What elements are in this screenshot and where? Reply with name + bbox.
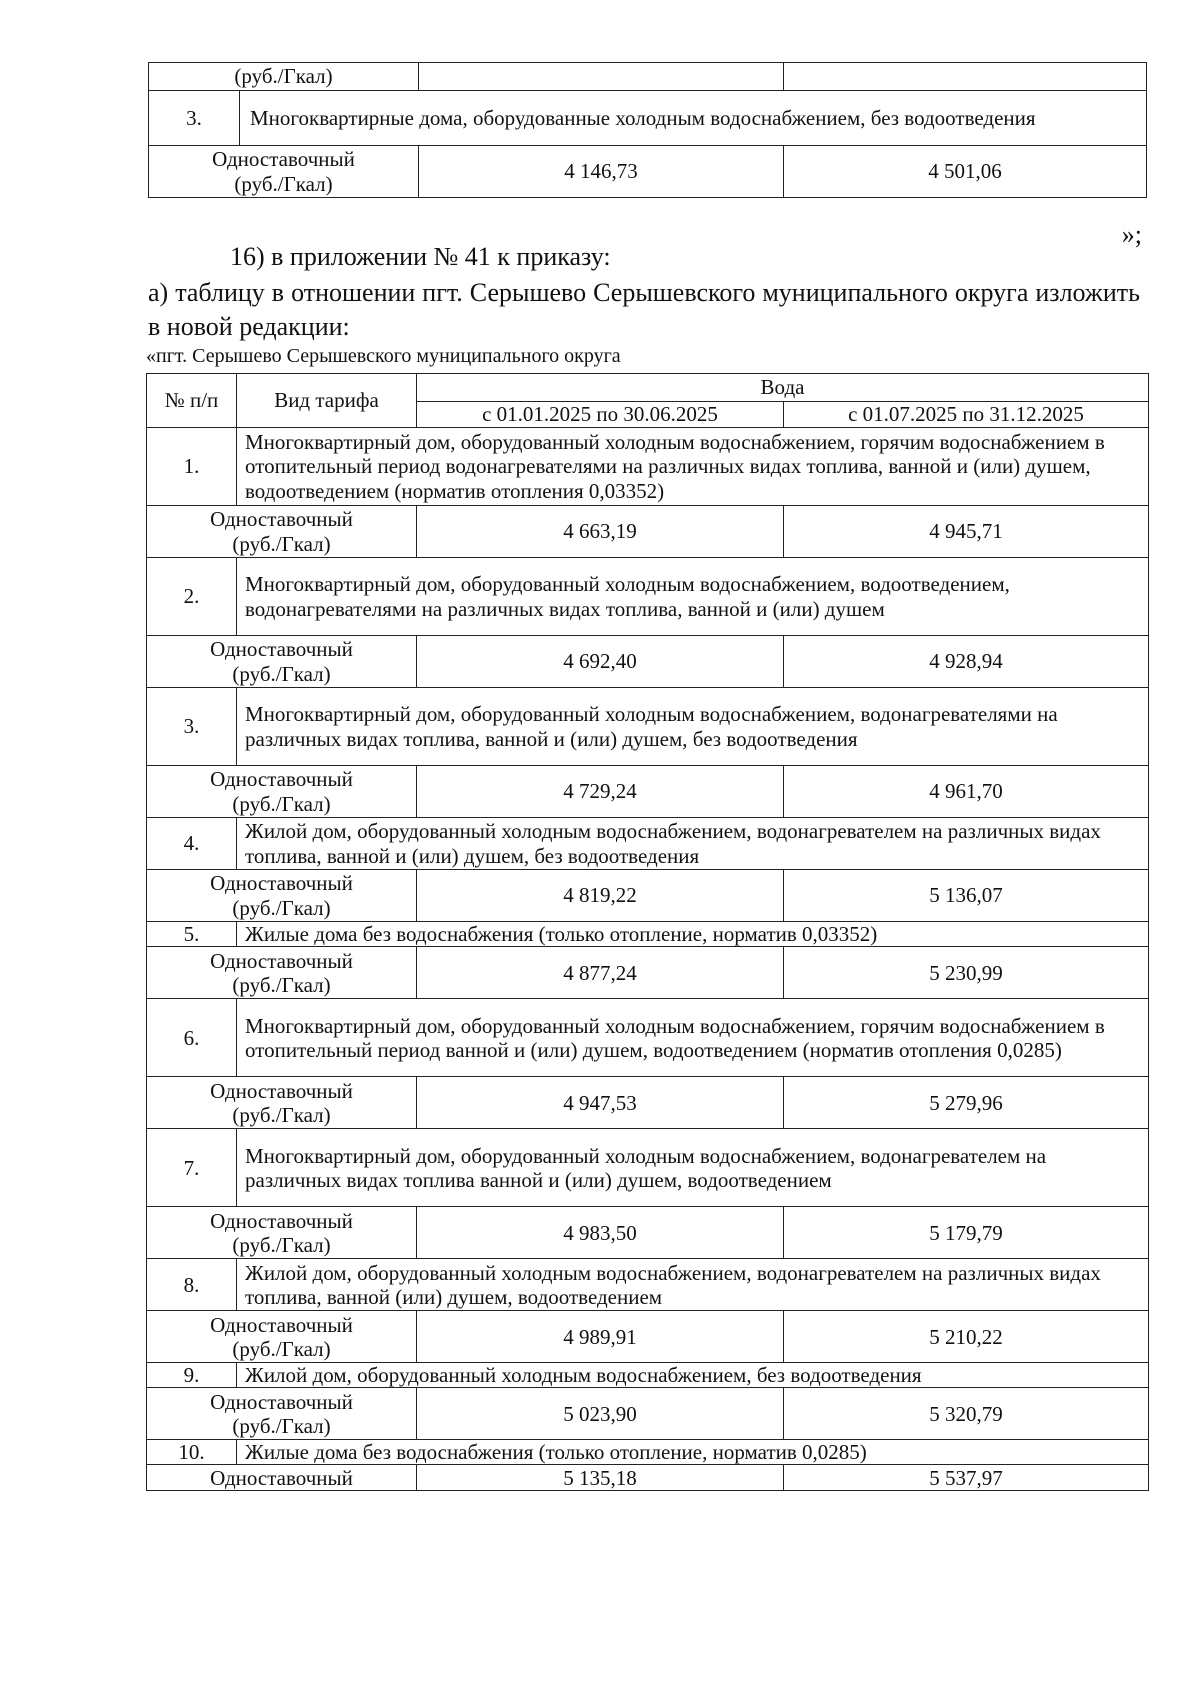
closing-quote: »; bbox=[1121, 220, 1142, 249]
table-row bbox=[147, 1077, 1149, 1129]
tariff-type-cell bbox=[147, 636, 417, 688]
value-period1: 4 146,73 bbox=[419, 146, 784, 198]
value-period2: 4 928,94 bbox=[784, 636, 1149, 688]
header-row bbox=[147, 374, 1149, 402]
item-number: 9. bbox=[147, 1363, 237, 1388]
item-description: Многоквартирный дом, оборудованный холодным водоснабжением, водонагревателями на различных видах топлива, ванной и (или) душем, без водоотведения bbox=[237, 688, 1149, 766]
header-period2: с 01.07.2025 по 31.12.2025 bbox=[784, 402, 1149, 428]
item-number: 3. bbox=[149, 91, 240, 145]
value-period1: 5 023,90 bbox=[417, 1388, 784, 1440]
value-period1: 4 989,91 bbox=[417, 1311, 784, 1363]
table-caption: «пгт. Серышево Серышевского муниципального округа bbox=[146, 345, 621, 367]
table-row bbox=[147, 947, 1149, 999]
paragraph-item-16: 16) в приложении № 41 к приказу: bbox=[230, 242, 611, 271]
table-row bbox=[147, 1465, 1149, 1491]
value-period2: 4 945,71 bbox=[784, 506, 1149, 558]
empty-value-cell bbox=[419, 63, 784, 91]
tariff-unit: (руб./Гкал) bbox=[232, 895, 331, 920]
table-row bbox=[147, 1259, 1149, 1311]
table-row bbox=[149, 91, 1147, 146]
tariff-type-cell bbox=[147, 506, 417, 558]
value-period2: 5 210,22 bbox=[784, 1311, 1149, 1363]
tariff-name: Одноставочный bbox=[210, 1208, 353, 1233]
table-row bbox=[147, 1129, 1149, 1207]
tariff-name: Одноставочный bbox=[210, 1078, 353, 1103]
table-row bbox=[147, 688, 1149, 766]
tariff-type-cell bbox=[147, 1077, 417, 1129]
tariff-type-cell bbox=[147, 1465, 417, 1491]
item-description: Жилые дома без водоснабжения (только отопление, норматив 0,03352) bbox=[237, 922, 1149, 947]
tariff-name: Одноставочный bbox=[210, 1312, 353, 1337]
value-period1: 4 729,24 bbox=[417, 766, 784, 818]
table-row bbox=[147, 870, 1149, 922]
tariff-name: Одноставочный bbox=[210, 1389, 353, 1414]
value-period2: 5 136,07 bbox=[784, 870, 1149, 922]
value-period1: 4 877,24 bbox=[417, 947, 784, 999]
tariff-unit: (руб./Гкал) bbox=[232, 531, 331, 556]
tariff-unit: (руб./Гкал) bbox=[232, 1413, 331, 1438]
tariff-name: Одноставочный bbox=[210, 767, 353, 792]
tariff-name: Одноставочный bbox=[212, 147, 355, 172]
empty-value-cell bbox=[784, 63, 1147, 91]
previous-tariff-table bbox=[148, 62, 1147, 198]
tariff-type-cell bbox=[147, 1311, 417, 1363]
item-description: Многоквартирные дома, оборудованные холодным водоснабжением, без водоотведения bbox=[250, 105, 1036, 130]
table-row bbox=[147, 636, 1149, 688]
value-period1: 4 692,40 bbox=[417, 636, 784, 688]
item-description: Жилой дом, оборудованный холодным водоснабжением, без водоотведения bbox=[237, 1363, 1149, 1388]
table-row bbox=[147, 558, 1149, 636]
tariff-table bbox=[146, 373, 1149, 1491]
tariff-unit: (руб./Гкал) bbox=[232, 661, 331, 686]
table-row bbox=[147, 766, 1149, 818]
item-description: Жилые дома без водоснабжения (только отопление, норматив 0,0285) bbox=[237, 1440, 1149, 1465]
tariff-unit-cell: (руб./Гкал) bbox=[149, 63, 419, 91]
tariff-type-cell bbox=[149, 146, 419, 198]
value-period2: 5 230,99 bbox=[784, 947, 1149, 999]
value-period1: 5 135,18 bbox=[417, 1465, 784, 1491]
tariff-name: Одноставочный bbox=[210, 871, 353, 896]
item-number: 4. bbox=[147, 818, 237, 870]
table-row bbox=[147, 1363, 1149, 1388]
header-period1: с 01.01.2025 по 30.06.2025 bbox=[417, 402, 784, 428]
item-description: Многоквартирный дом, оборудованный холодным водоснабжением, водонагревателем на различных видах топлива ванной и (или) душем, водоотведением bbox=[237, 1129, 1149, 1207]
table-row bbox=[147, 428, 1149, 506]
tariff-type-cell bbox=[147, 947, 417, 999]
item-number: 1. bbox=[147, 428, 237, 506]
item-number: 5. bbox=[147, 922, 237, 947]
item-number: 7. bbox=[147, 1129, 237, 1207]
value-period2: 4 961,70 bbox=[784, 766, 1149, 818]
paragraph-item-a: а) таблицу в отношении пгт. Серышево Серышевского муниципального округа изложить в новой редакции: bbox=[148, 278, 1140, 341]
header-num: № п/п bbox=[147, 374, 237, 428]
item-description: Жилой дом, оборудованный холодным водоснабжением, водонагревателем на различных видах топлива, ванной (или) душем, водоотведением bbox=[237, 1259, 1149, 1311]
item-number: 3. bbox=[147, 688, 237, 766]
value-period2: 5 179,79 bbox=[784, 1207, 1149, 1259]
item-description: Многоквартирный дом, оборудованный холодным водоснабжением, горячим водоснабжением в отопительный период ванной и (или) душем, водоотведением (норматив отопления 0,0285) bbox=[237, 999, 1149, 1077]
item-number: 10. bbox=[147, 1440, 237, 1465]
table-row bbox=[147, 506, 1149, 558]
value-period1: 4 983,50 bbox=[417, 1207, 784, 1259]
item-number: 6. bbox=[147, 999, 237, 1077]
tariff-unit: (руб./Гкал) bbox=[232, 972, 331, 997]
tariff-name: Одноставочный bbox=[210, 637, 353, 662]
value-period2: 5 320,79 bbox=[784, 1388, 1149, 1440]
item-description: Жилой дом, оборудованный холодным водоснабжением, водонагревателем на различных видах топлива, ванной и (или) душем, без водоотведения bbox=[237, 818, 1149, 870]
item-number: 8. bbox=[147, 1259, 237, 1311]
tariff-name: Одноставочный bbox=[210, 948, 353, 973]
tariff-name: Одноставочный bbox=[210, 507, 353, 532]
header-tariff-type: Вид тарифа bbox=[237, 374, 417, 428]
value-period2: 4 501,06 bbox=[784, 146, 1147, 198]
table-row bbox=[147, 1207, 1149, 1259]
value-period2: 5 279,96 bbox=[784, 1077, 1149, 1129]
tariff-unit: (руб./Гкал) bbox=[234, 171, 333, 196]
table-row bbox=[147, 818, 1149, 870]
tariff-unit: (руб./Гкал) bbox=[232, 791, 331, 816]
table-row bbox=[147, 1440, 1149, 1465]
tariff-unit: (руб./Гкал) bbox=[232, 1102, 331, 1127]
value-period2: 5 537,97 bbox=[784, 1465, 1149, 1491]
tariff-unit: (руб./Гкал) bbox=[232, 1336, 331, 1361]
tariff-type-cell bbox=[147, 766, 417, 818]
tariff-type-cell bbox=[147, 870, 417, 922]
item-description: Многоквартирный дом, оборудованный холодным водоснабжением, водоотведением, водонагревателями на различных видах топлива, ванной и (или) душем bbox=[237, 558, 1149, 636]
table-row bbox=[149, 63, 1147, 91]
item-row bbox=[149, 91, 1147, 146]
header-water: Вода bbox=[417, 374, 1149, 402]
table-row bbox=[147, 999, 1149, 1077]
value-period1: 4 819,22 bbox=[417, 870, 784, 922]
tariff-type-cell bbox=[147, 1388, 417, 1440]
tariff-name: Одноставочный bbox=[210, 1465, 353, 1490]
tariff-unit: (руб./Гкал) bbox=[232, 1232, 331, 1257]
value-period1: 4 663,19 bbox=[417, 506, 784, 558]
item-number: 2. bbox=[147, 558, 237, 636]
table-row bbox=[149, 146, 1147, 198]
value-period1: 4 947,53 bbox=[417, 1077, 784, 1129]
table-row bbox=[147, 922, 1149, 947]
tariff-type-cell bbox=[147, 1207, 417, 1259]
table-row bbox=[147, 1311, 1149, 1363]
item-description: Многоквартирный дом, оборудованный холодным водоснабжением, горячим водоснабжением в отопительный период водонагревателями на различных видах топлива, ванной и (или) душем, водоотведением (норматив отопления 0,03352) bbox=[237, 428, 1149, 506]
table-row bbox=[147, 1388, 1149, 1440]
